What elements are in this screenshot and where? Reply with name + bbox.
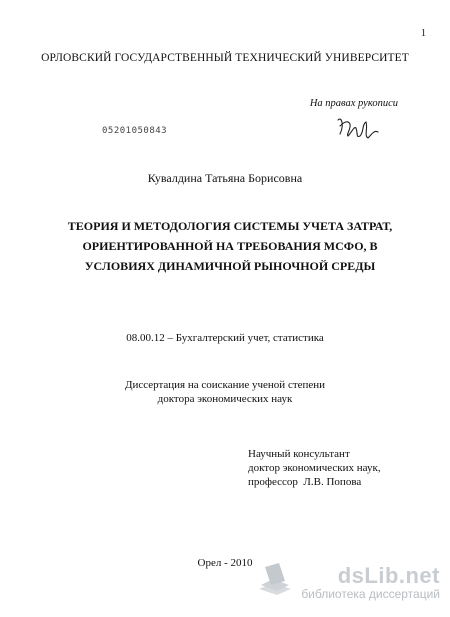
consultant-line: профессор Л.В. Попова bbox=[248, 476, 362, 488]
title-line: ТЕОРИЯ И МЕТОДОЛОГИЯ СИСТЕМЫ УЧЕТА ЗАТРАТ, bbox=[67, 219, 393, 233]
dslib-logo: dsLib.net bbox=[337, 563, 440, 588]
manuscript-rights-note: На правах рукописи bbox=[309, 98, 398, 109]
dissertation-title bbox=[40, 216, 420, 276]
title-line: УСЛОВИЯХ ДИНАМИЧНОЙ РЫНОЧНОЙ СРЕДЫ bbox=[84, 259, 376, 273]
city-year: Орел - 2010 bbox=[197, 557, 253, 569]
handwritten-signature bbox=[334, 112, 384, 142]
degree-line: Диссертация на соискание ученой степени bbox=[124, 379, 326, 391]
degree-line: доктора экономических наук bbox=[157, 393, 293, 405]
archive-code: 05201050843 bbox=[102, 126, 168, 136]
page-number: 1 bbox=[421, 28, 426, 39]
specialty-code: 08.00.12 – Бухгалтерский учет, статистика bbox=[126, 332, 324, 344]
title-line: ОРИЕНТИРОВАННОЙ НА ТРЕБОВАНИЯ МСФО, В bbox=[82, 239, 378, 253]
degree-statement bbox=[0, 378, 450, 406]
dslib-tagline: библиотека диссертаций bbox=[301, 587, 440, 601]
consultant-line: доктор экономических наук, bbox=[248, 462, 381, 474]
dslib-watermark[interactable] bbox=[301, 565, 440, 601]
author-name: Кувалдина Татьяна Борисовна bbox=[147, 171, 303, 185]
consultant-line: Научный консультант bbox=[248, 448, 350, 460]
university-name: ОРЛОВСКИЙ ГОСУДАРСТВЕННЫЙ ТЕХНИЧЕСКИЙ УНИВЕРСИТЕТ bbox=[41, 52, 409, 64]
scientific-consultant bbox=[248, 447, 381, 489]
book-icon bbox=[255, 559, 295, 599]
